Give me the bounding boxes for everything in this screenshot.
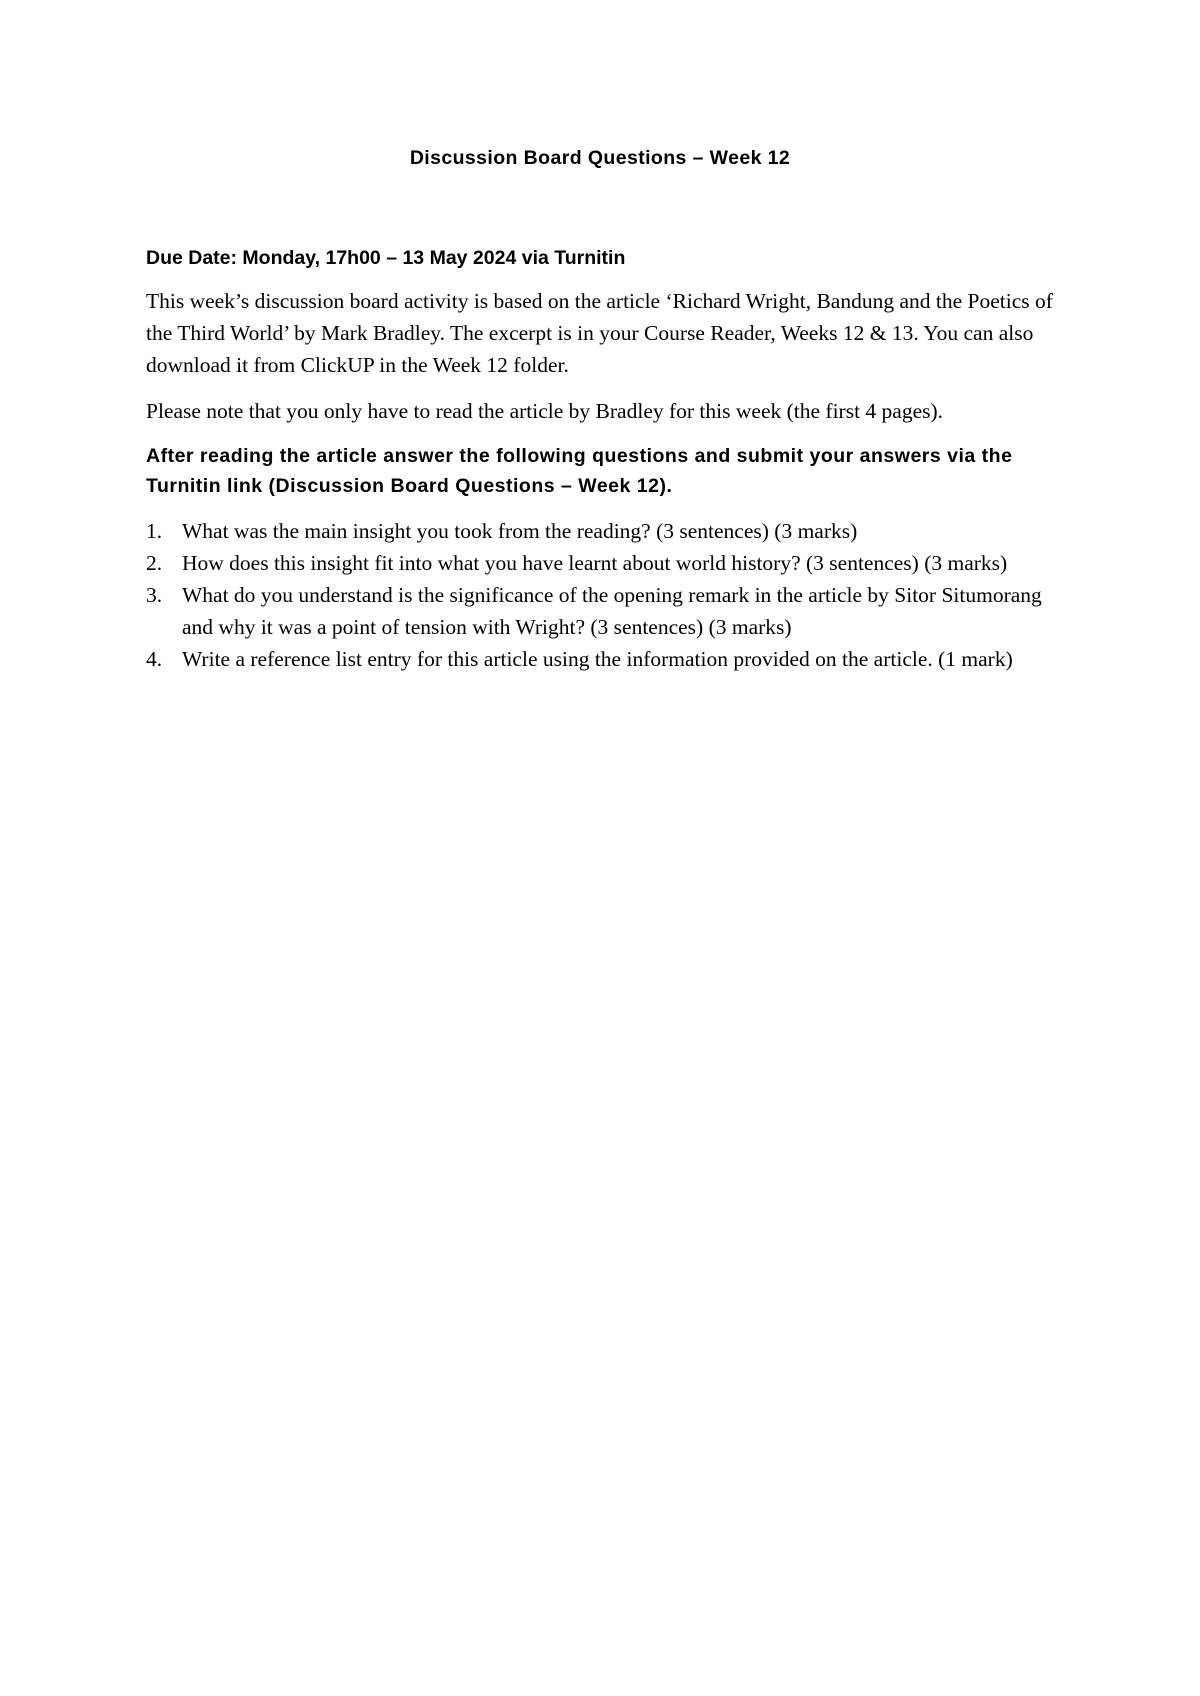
question-text: What was the main insight you took from the reading? (3 sentences) (3 marks) — [182, 519, 858, 543]
question-number: 1. — [146, 519, 163, 543]
question-item — [146, 547, 1076, 579]
question-item — [146, 579, 1076, 643]
question-text: How does this insight fit into what you have learnt about world history? (3 sentences) (3 marks) — [182, 551, 1008, 575]
submission-instructions: After reading the article answer the following questions and submit your answers via the Turnitin link (Discussion Board Questions – Week 12). — [146, 445, 1013, 497]
question-item — [146, 643, 1076, 675]
reading-note: Please note that you only have to read the article by Bradley for this week (the first 4 pages). — [146, 399, 944, 423]
document-title: Discussion Board Questions – Week 12 — [409, 147, 791, 169]
question-list — [146, 515, 1076, 675]
intro-paragraph: This week’s discussion board activity is based on the article ‘Richard Wright, Bandung and the Poetics of the Third World’ by Mark Bradley. The excerpt is in your Course Reader, Weeks 12 & 13. You can also download it from ClickUP in the Week 12 folder. — [146, 289, 1053, 377]
question-item — [146, 515, 1076, 547]
question-text: What do you understand is the significance of the opening remark in the article by Sitor Situmorang and why it was a point of tension with Wright? (3 sentences) (3 marks) — [182, 583, 1042, 639]
question-text: Write a reference list entry for this article using the information provided on the article. (1 mark) — [182, 647, 1013, 671]
document-body — [146, 246, 1076, 675]
due-date: Due Date: Monday, 17h00 – 13 May 2024 via Turnitin — [146, 247, 626, 269]
question-number: 4. — [146, 647, 163, 671]
question-number: 3. — [146, 583, 163, 607]
question-number: 2. — [146, 551, 163, 575]
